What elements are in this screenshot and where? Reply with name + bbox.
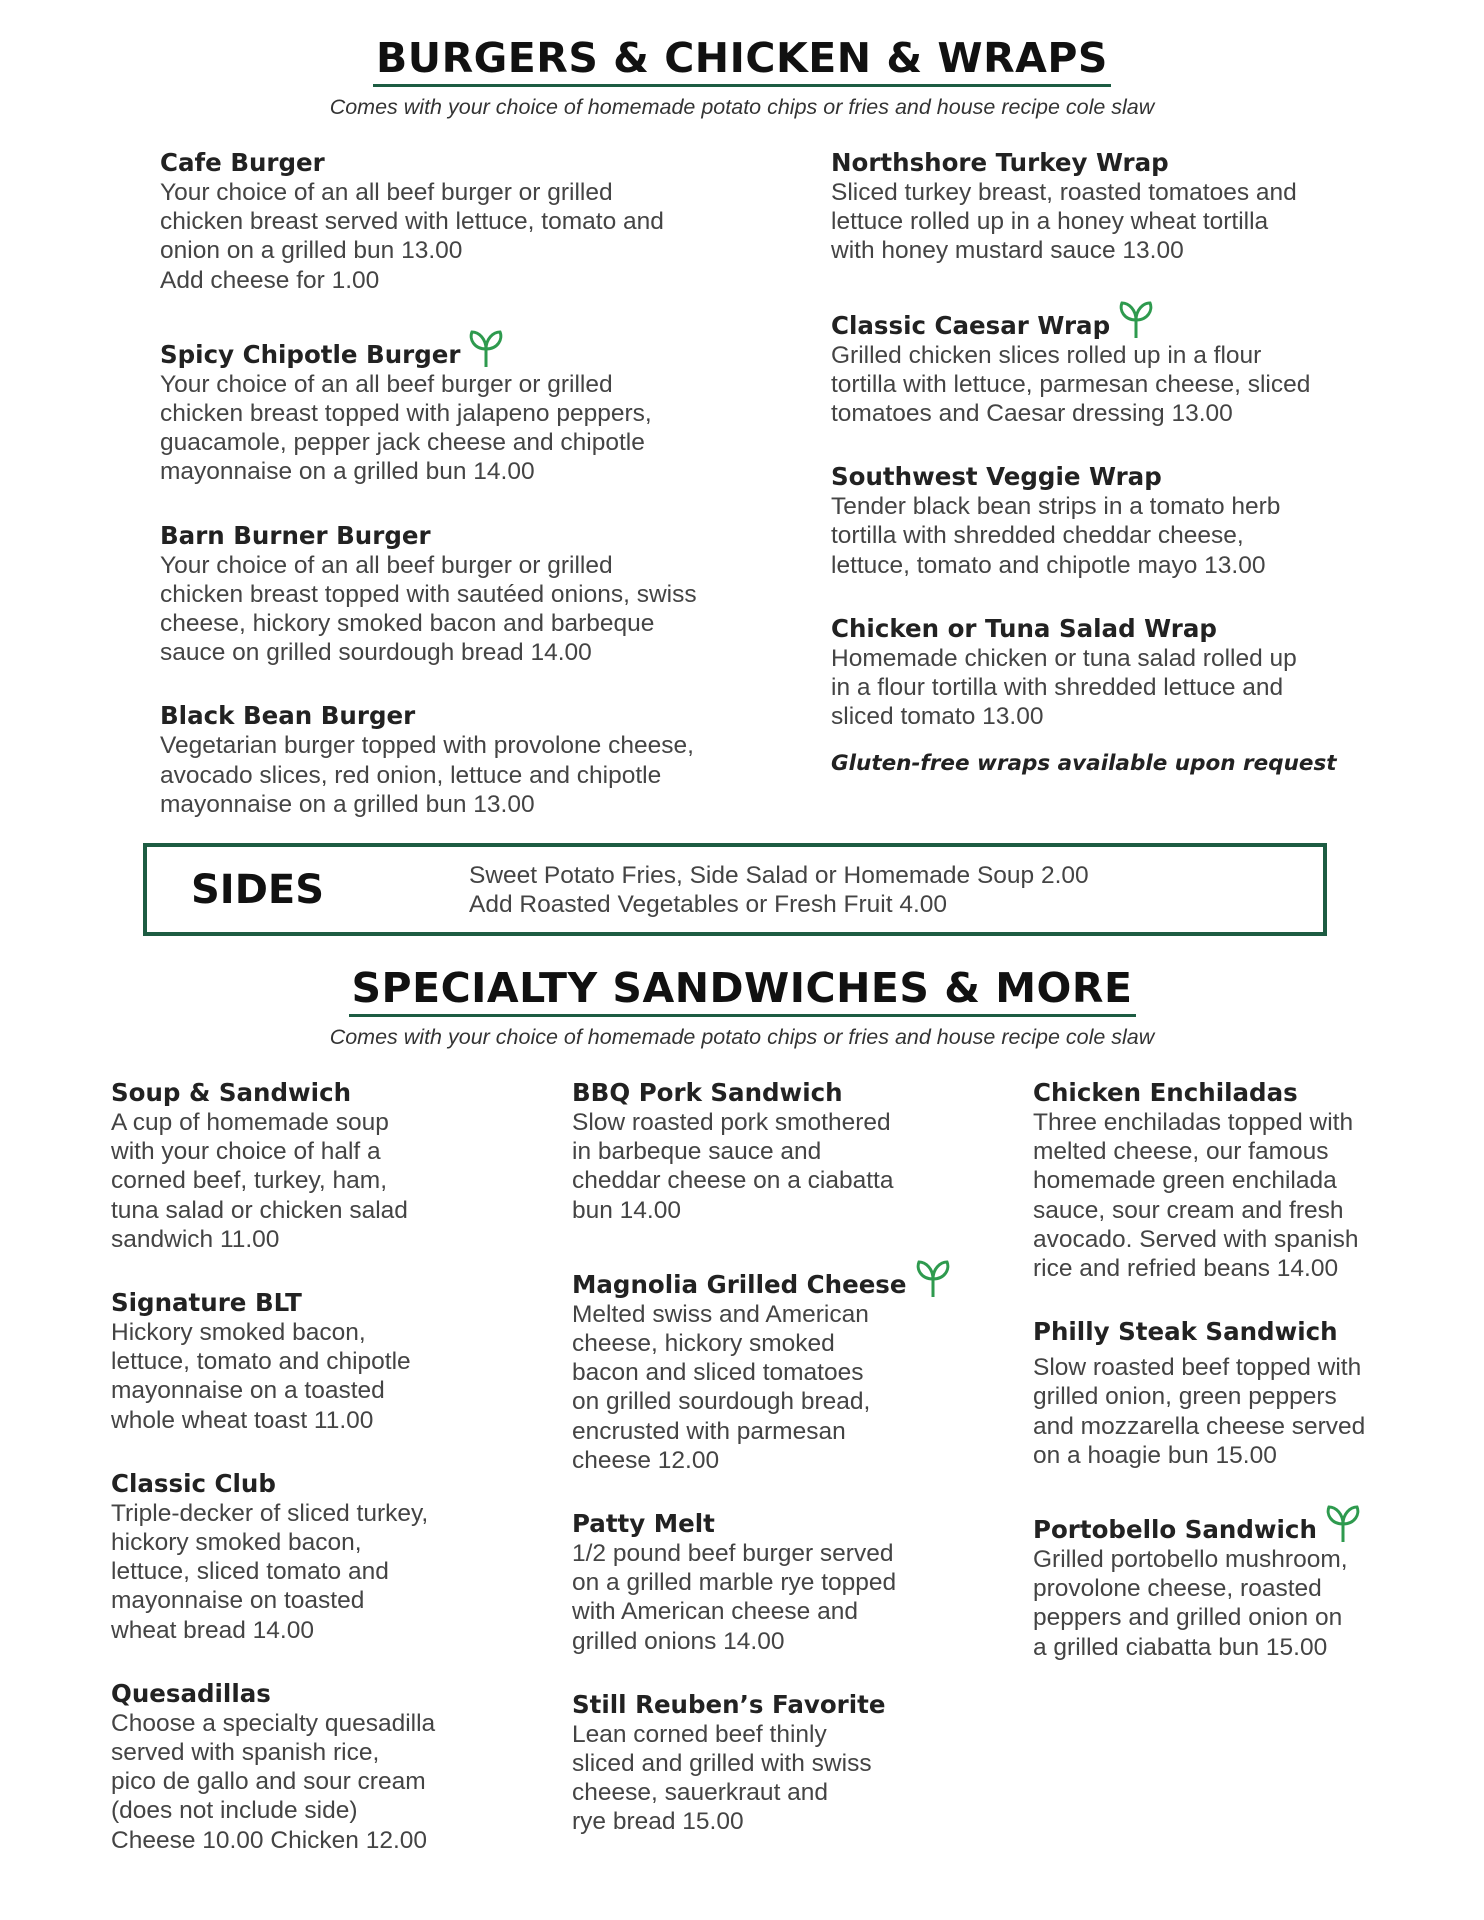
menu-item	[572, 1509, 1012, 1656]
menu-item	[160, 521, 780, 668]
item-name: Magnolia Grilled Cheese	[572, 1259, 1012, 1300]
sides-title: SIDES	[191, 867, 325, 913]
menu-item	[831, 300, 1391, 429]
item-description: Melted swiss and American cheese, hickory smoked bacon and sliced tomatoes on grilled sourdough bread, encrusted with parmesan cheese 12.00	[572, 1300, 871, 1474]
menu-item	[831, 614, 1391, 732]
item-description: Grilled portobello mushroom, provolone cheese, roasted peppers and grilled onion on a grilled ciabatta bun 15.00	[1033, 1546, 1348, 1661]
item-description: Tender black bean strips in a tomato herb tortilla with shredded cheddar cheese, lettuce, tomato and chipotle mayo 13.00	[831, 493, 1281, 579]
vegetarian-leaf-icon	[1323, 1504, 1363, 1544]
item-name: Still Reuben’s Favorite	[572, 1689, 886, 1719]
item-name: Southwest Veggie Wrap	[831, 462, 1162, 492]
menu-item	[160, 329, 780, 487]
sides-list	[469, 861, 1089, 919]
item-description: Your choice of an all beef burger or grilled chicken breast topped with jalapeno peppers, guacamole, pepper jack cheese and chipotle mayonnaise on a grilled bun 14.00	[160, 370, 652, 486]
item-description: 1/2 pound beef burger served on a grilled marble rye topped with American cheese and grilled onions 14.00	[572, 1540, 897, 1655]
menu-item	[111, 1288, 551, 1435]
item-name: Quesadillas	[111, 1678, 271, 1708]
item-name: Classic Club	[111, 1468, 276, 1498]
item-name: Northshore Turkey Wrap	[831, 148, 1169, 177]
menu-item	[831, 148, 1391, 266]
menu-item	[831, 462, 1391, 580]
item-description: Your choice of an all beef burger or grilled chicken breast topped with sautéed onions, swiss cheese, hickory smoked bacon and barbeque sauce on grilled sourdough bread 14.00	[160, 551, 697, 667]
item-description: Slow roasted beef topped with grilled onion, green peppers and mozzarella cheese served on a hoagie bun 15.00	[1033, 1354, 1366, 1469]
item-description: Three enchiladas topped with melted cheese, our famous homemade green enchilada sauce, sour cream and fresh avocado. Served with spanish rice and refried beans 14.00	[1033, 1109, 1359, 1283]
item-name: Spicy Chipotle Burger	[160, 329, 780, 370]
menu-item	[1033, 1078, 1473, 1283]
menu-item	[160, 701, 780, 819]
specialty-column-1	[111, 1078, 551, 1889]
menu-item	[1033, 1504, 1473, 1662]
item-description: Slow roasted pork smothered in barbeque sauce and cheddar cheese on a ciabatta bun 14.00	[572, 1109, 894, 1224]
section-title-specialty: SPECIALTY SANDWICHES & MORE	[0, 964, 1484, 1017]
item-description: Homemade chicken or tuna salad rolled up in a flour tortilla with shredded lettuce and sliced tomato 13.00	[831, 644, 1297, 731]
vegetarian-leaf-icon	[1116, 300, 1156, 340]
item-name: Signature BLT	[111, 1288, 302, 1318]
item-name: Black Bean Burger	[160, 701, 416, 731]
section-subtitle-specialty: Comes with your choice of homemade potato chips or fries and house recipe cole slaw	[329, 1025, 1155, 1049]
item-description: Choose a specialty quesadilla served with spanish rice, pico de gallo and sour cream (does not include side) Cheese 10.00 Chicken 12.00	[111, 1709, 436, 1854]
section-title-burgers: BURGERS & CHICKEN & WRAPS	[0, 34, 1484, 87]
specialty-column-2	[572, 1078, 1012, 1871]
sides-box	[143, 843, 1327, 936]
item-description: Sliced turkey breast, roasted tomatoes and lettuce rolled up in a honey wheat tortilla with honey mustard sauce 13.00	[831, 179, 1297, 265]
item-name: Chicken Enchiladas	[1033, 1078, 1298, 1107]
menu-item	[1033, 1317, 1473, 1470]
menu-item	[111, 1679, 551, 1855]
item-name: Barn Burner Burger	[160, 520, 431, 550]
item-description: Hickory smoked bacon, lettuce, tomato and chipotle mayonnaise on a toasted whole wheat toast 11.00	[111, 1319, 411, 1434]
item-name: Classic Caesar Wrap	[831, 300, 1391, 341]
menu-item	[572, 1078, 1012, 1225]
menu-item	[572, 1690, 1012, 1837]
item-name: BBQ Pork Sandwich	[572, 1078, 843, 1107]
item-description: A cup of homemade soup with your choice of half a corned beef, turkey, ham, tuna salad or chicken salad sandwich 11.00	[111, 1109, 408, 1253]
item-description: Grilled chicken slices rolled up in a flour tortilla with lettuce, parmesan cheese, sliced tomatoes and Caesar dressing 13.00	[831, 341, 1311, 428]
sides-line: Sweet Potato Fries, Side Salad or Homemade Soup 2.00	[469, 862, 1089, 889]
item-name: Soup & Sandwich	[111, 1078, 352, 1107]
vegetarian-leaf-icon	[466, 329, 506, 369]
item-name: Chicken or Tuna Salad Wrap	[831, 613, 1217, 643]
menu-item	[160, 148, 780, 295]
burgers-column	[160, 148, 780, 853]
item-name: Portobello Sandwich	[1033, 1504, 1473, 1545]
item-name: Cafe Burger	[160, 148, 325, 177]
item-description: Your choice of an all beef burger or grilled chicken breast served with lettuce, tomato and onion on a grilled bun 13.00 Add cheese for 1.00	[160, 179, 664, 294]
menu-item	[111, 1469, 551, 1645]
wraps-column	[831, 148, 1391, 776]
section-subtitle-burgers: Comes with your choice of homemade potato chips or fries and house recipe cole slaw	[329, 95, 1155, 119]
item-name: Patty Melt	[572, 1509, 715, 1539]
menu-item	[111, 1078, 551, 1254]
item-description: Triple-decker of sliced turkey, hickory smoked bacon, lettuce, sliced tomato and mayonnaise on toasted wheat bread 14.00	[111, 1499, 429, 1644]
specialty-column-3	[1033, 1078, 1473, 1696]
menu-item	[572, 1259, 1012, 1475]
gluten-free-note: Gluten-free wraps available upon request	[831, 751, 1337, 777]
sides-line: Add Roasted Vegetables or Fresh Fruit 4.00	[469, 891, 948, 918]
vegetarian-leaf-icon	[913, 1259, 953, 1299]
item-description: Lean corned beef thinly sliced and grilled with swiss cheese, sauerkraut and rye bread 15.00	[572, 1720, 872, 1836]
item-description: Vegetarian burger topped with provolone cheese, avocado slices, red onion, lettuce and chipotle mayonnaise on a grilled bun 13.00	[160, 732, 694, 818]
item-name: Philly Steak Sandwich	[1033, 1317, 1338, 1347]
